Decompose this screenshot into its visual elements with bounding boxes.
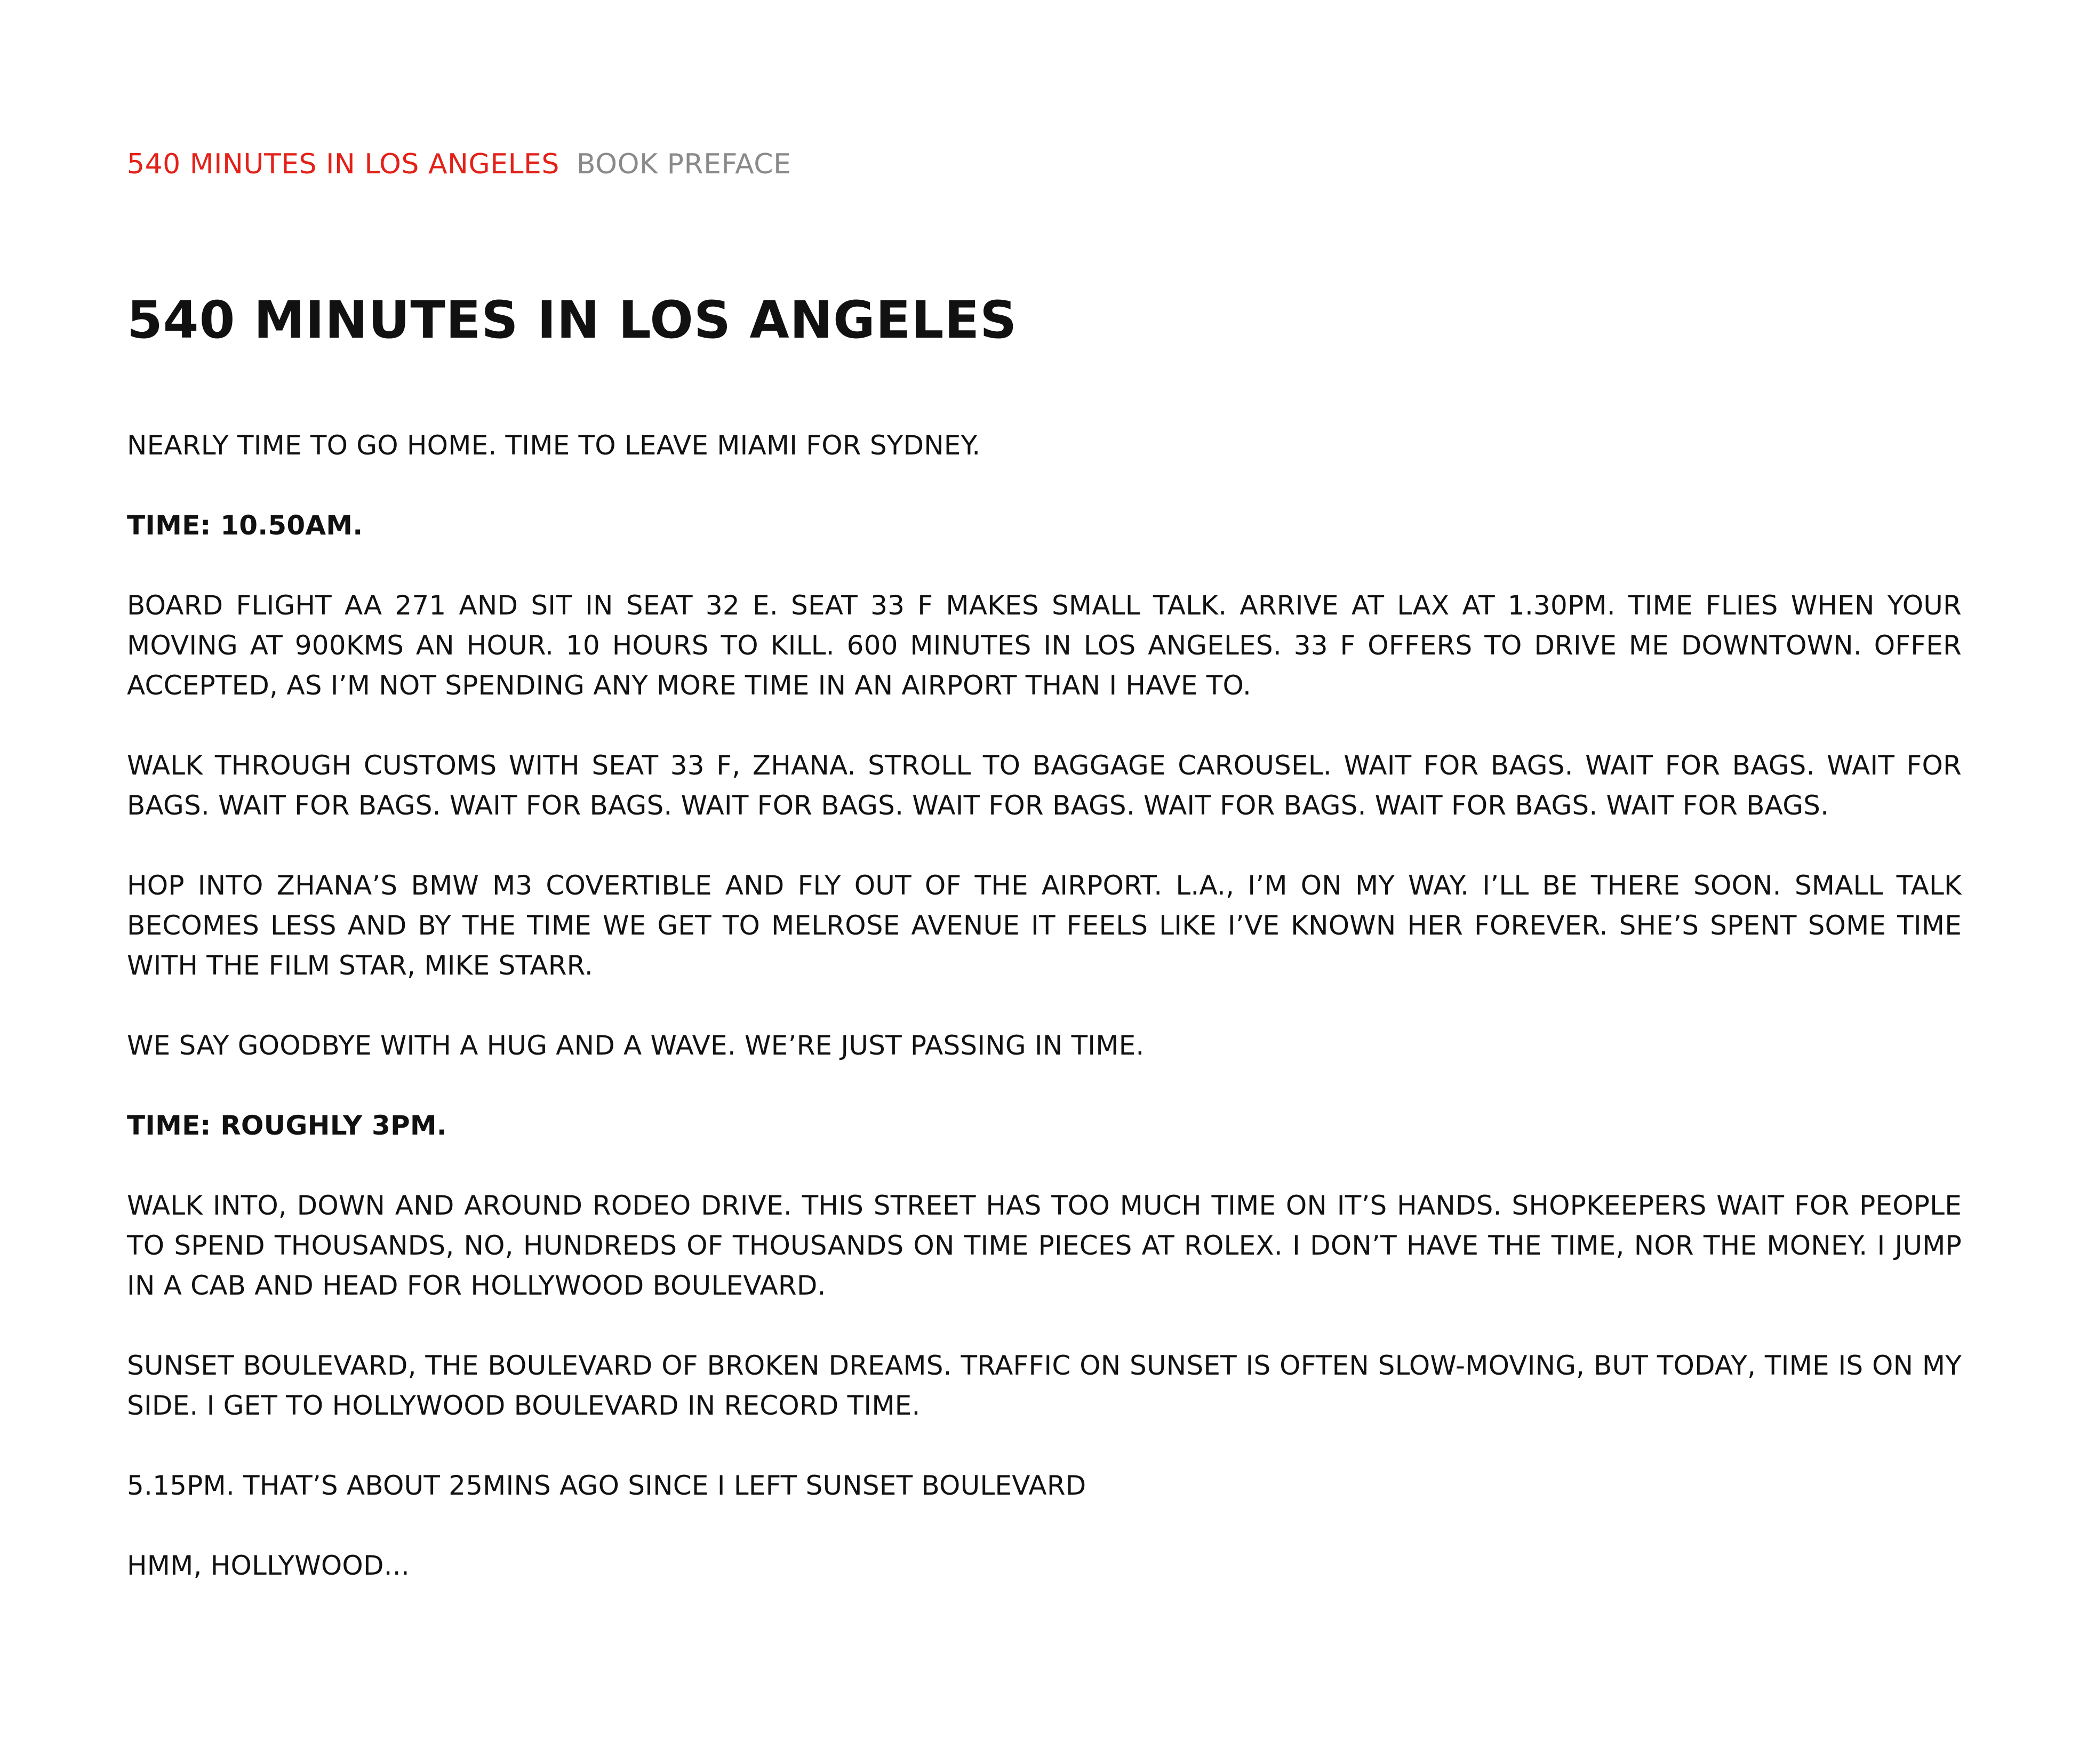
paragraph: WALK THROUGH CUSTOMS WITH SEAT 33 F, ZHANA. STROLL TO BAGGAGE CAROUSEL. WAIT FOR BAGS. WAIT FOR BAGS. WAIT FOR BAGS. WAIT FOR BAGS. WAIT FOR BAGS. WAIT FOR BAGS. WAIT FOR BAGS. WAIT FOR BAGS. WAIT FOR BAGS. WAIT FOR BAGS. <box>127 750 1962 821</box>
page-title: 540 MINUTES IN LOS ANGELES <box>127 290 1018 350</box>
paragraph: 5.15PM. THAT’S ABOUT 25MINS AGO SINCE I LEFT SUNSET BOULEVARD <box>127 1470 1086 1501</box>
breadcrumb-section-link[interactable]: 540 MINUTES IN LOS ANGELES <box>127 148 559 180</box>
breadcrumb-current-page: BOOK PREFACE <box>576 148 791 180</box>
paragraph: BOARD FLIGHT AA 271 AND SIT IN SEAT 32 E. SEAT 33 F MAKES SMALL TALK. ARRIVE AT LAX AT 1.30PM. TIME FLIES WHEN YOUR MOVING AT 900KMS AN HOUR. 10 HOURS TO KILL. 600 MINUTES IN LOS ANGELES. 33 F OFFERS TO DRIVE ME DOWNTOWN. OFFER ACCEPTED, AS I’M NOT SPENDING ANY MORE TIME IN AN AIRPORT THAN I HAVE TO. <box>127 590 1962 701</box>
paragraph: HMM, HOLLYWOOD... <box>127 1550 410 1581</box>
time-heading: TIME: 10.50AM. <box>127 510 363 541</box>
breadcrumb <box>127 145 791 183</box>
time-heading: TIME: ROUGHLY 3PM. <box>127 1110 447 1141</box>
paragraph: NEARLY TIME TO GO HOME. TIME TO LEAVE MIAMI FOR SYDNEY. <box>127 430 981 461</box>
paragraph: WALK INTO, DOWN AND AROUND RODEO DRIVE. THIS STREET HAS TOO MUCH TIME ON IT’S HANDS. SHOPKEEPERS WAIT FOR PEOPLE TO SPEND THOUSANDS, NO, HUNDREDS OF THOUSANDS ON TIME PIECES AT ROLEX. I DON’T HAVE THE TIME, NOR THE MONEY. I JUMP IN A CAB AND HEAD FOR HOLLYWOOD BOULEVARD. <box>127 1190 1962 1301</box>
paragraph: HOP INTO ZHANA’S BMW M3 COVERTIBLE AND FLY OUT OF THE AIRPORT. L.A., I’M ON MY WAY. I’LL BE THERE SOON. SMALL TALK BECOMES LESS AND BY THE TIME WE GET TO MELROSE AVENUE IT FEELS LIKE I’VE KNOWN HER FOREVER. SHE’S SPENT SOME TIME WITH THE FILM STAR, MIKE STARR. <box>127 870 1962 981</box>
article-body <box>127 426 1962 1626</box>
paragraph: SUNSET BOULEVARD, THE BOULEVARD OF BROKEN DREAMS. TRAFFIC ON SUNSET IS OFTEN SLOW-MOVING, BUT TODAY, TIME IS ON MY SIDE. I GET TO HOLLYWOOD BOULEVARD IN RECORD TIME. <box>127 1350 1962 1421</box>
paragraph: WE SAY GOODBYE WITH A HUG AND A WAVE. WE’RE JUST PASSING IN TIME. <box>127 1030 1145 1061</box>
